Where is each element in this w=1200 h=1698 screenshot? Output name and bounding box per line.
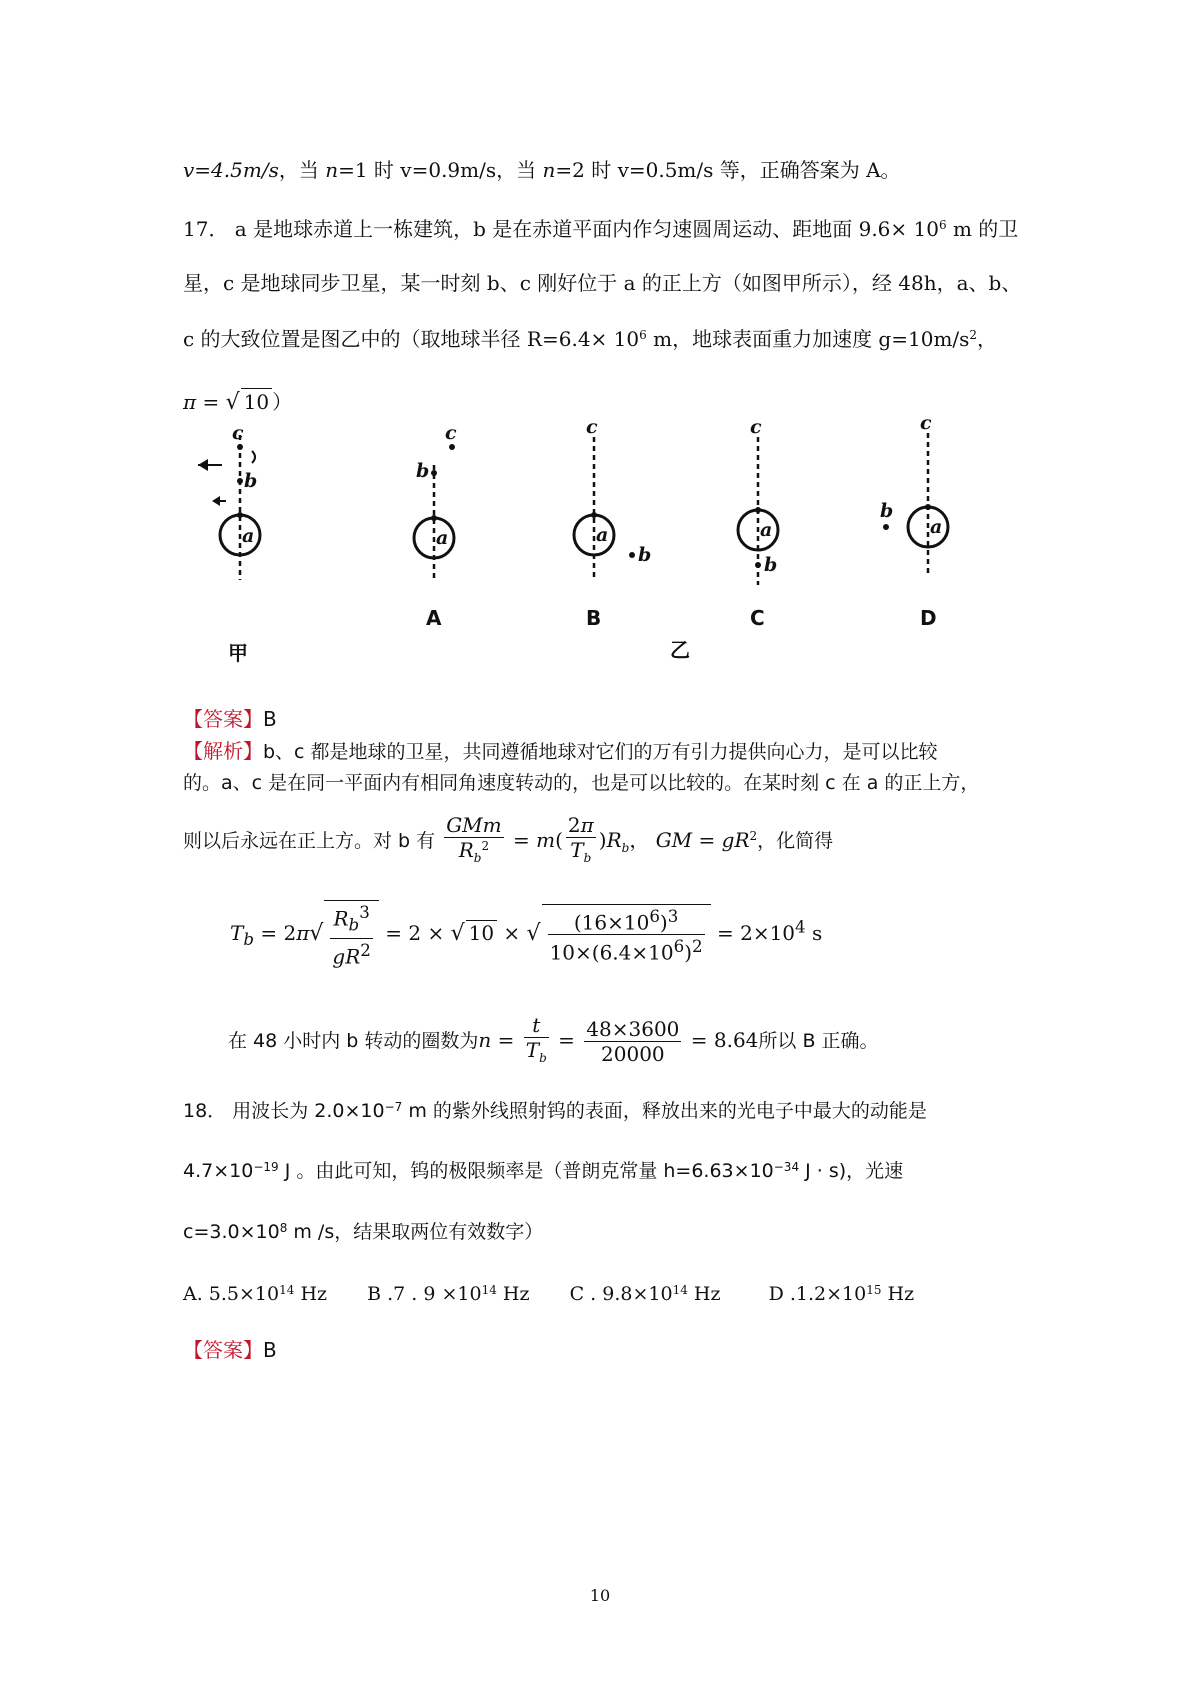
fig-yi-caption: 乙 [670, 638, 690, 662]
q18-line1: 18． 用波长为 $2.0\times 10^{-7}$ m 的紫外线照射钨的表面，释放出来的光电子中最大的动能是 [183, 1100, 927, 1122]
fig-option-a [414, 422, 457, 630]
fig-d-label-c: c [920, 412, 932, 434]
fig-c-caption: C [750, 606, 765, 630]
option-d: D $.1.2\times 10^{15}$ Hz [768, 1283, 915, 1305]
fig-jia-label-c: c [232, 422, 244, 444]
fig-option-c [738, 416, 778, 630]
option-c: C . $9.8\times 10^{14}$ Hz [569, 1283, 721, 1305]
fig-d-caption: D [920, 606, 937, 630]
fig-jia-caption: 甲 [228, 641, 248, 665]
fig-b-label-b: b [638, 544, 652, 566]
fig-option-d [880, 412, 948, 630]
fig-jia-label-b: b [244, 470, 258, 492]
q18-options [183, 1281, 914, 1307]
analysis-17-line3: 则以后永远在正上方。对 b 有 $\frac{\text{GMm}}{R_b^2}$ = m( $\frac{2\pi}{T_b}$ )$R_b$， GM = $gR^2$，化简得 [183, 813, 834, 865]
fig-a-caption: A [426, 606, 442, 630]
fig-b-label-c: c [586, 416, 598, 438]
fig-d-label-b: b [880, 500, 894, 522]
revolutions-equation: n = $\frac{t}{T_b}$ = $\frac{48\times 3600}{20000}$ = 8.64 [478, 1013, 759, 1066]
q17-line2: 星，c 是地球同步卫星，某一时刻 b、c 刚好位于 a 的正上方（如图甲所示），经 48h，a、b、 [183, 271, 1022, 295]
gravity-equation: $\frac{\text{GMm}}{R_b^2}$ = m( $\frac{2\pi}{T_b}$ )$R_b$， GM = $gR^2$ [446, 813, 758, 865]
fig-a-label-c: c [445, 422, 457, 444]
q18-line3: $c=3.0\times 10^8$ m /s，结果取两位有效数字） [183, 1221, 544, 1243]
prev-solution-line: v=4.5m/s，当 n=1 时 v=0.9m/s，当 n=2 时 v=0.5m/s 等，正确答案为 A。 [183, 158, 901, 182]
option-b: B .7 . $9 \times 10^{14}$ Hz [367, 1283, 530, 1305]
fig-c-label-c: c [750, 416, 762, 438]
fig-c-label-a: a [760, 519, 773, 541]
page-number: 10 [589, 1586, 611, 1605]
orbit-position-figure [180, 412, 1050, 670]
option-a: A. $5.5\times 10^{14}$ Hz [183, 1283, 328, 1305]
answer-17: 【答案】B [183, 707, 277, 731]
fig-jia [198, 422, 260, 665]
q17-line1: 17． a 是地球赤道上一栋建筑，b 是在赤道平面内作匀速圆周运动、距地面 $9.6\times 10^6$ m 的卫 [183, 217, 1019, 241]
fig-c-label-b: b [764, 554, 778, 576]
q18-line2: $4.7\times 10^{-19}$ J 。由此可知，钨的极限频率是（普朗克常量 $h=6.63\times 10^{-34}$ J · s)，光速 [183, 1160, 904, 1182]
fig-option-b [574, 416, 651, 630]
analysis-17-line5: 在 48 小时内 b 转动的圈数为n = $\frac{t}{T_b}$ = $\frac{48\times 3600}{20000}$ = 8.64所以 B 正确。 [228, 1013, 879, 1066]
fig-a-label-a: a [436, 527, 449, 549]
fig-jia-label-a: a [242, 525, 255, 547]
q17-line4: π = √ 10 ） [183, 390, 293, 415]
analysis-17-line1: 【解析】b、c 都是地球的卫星，共同遵循地球对它们的万有引力提供向心力，是可以比较 [183, 739, 938, 763]
period-equation: $T_b = 2\pi√$ $\frac{R_b^3}{gR^2}$ = 2 × √ 10 × √ $\frac{(16\times 10^6)^3}{10\times(6.4\times 10^6)^2}$ = $2\times 10^4$ s [230, 900, 822, 968]
fig-d-label-a: a [930, 516, 943, 538]
answer-18: 【答案】B [183, 1338, 277, 1362]
fig-b-caption: B [586, 606, 602, 630]
q17-line3: c 的大致位置是图乙中的（取地球半径 $R=6.4\times 10^6$ m，地球表面重力加速度 $g=10m/s^2$， [183, 327, 998, 351]
analysis-17-line2: 的。a、c 是在同一平面内有相同角速度转动的，也是可以比较的。在某时刻 c 在 a 的正上方， [183, 772, 980, 794]
fig-a-label-b: b [416, 460, 430, 482]
fig-b-label-a: a [596, 524, 609, 546]
